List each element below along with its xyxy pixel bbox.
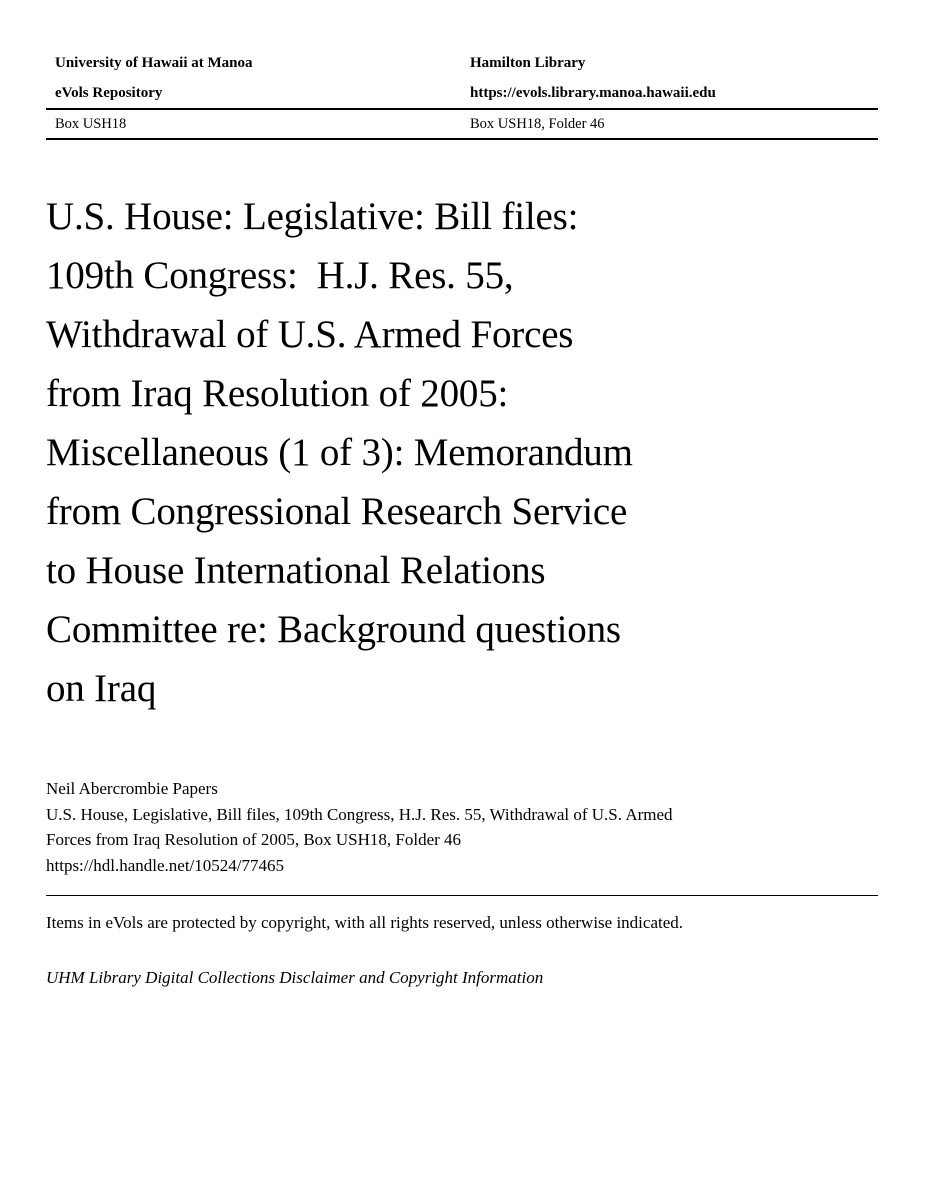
title-line: Committee re: Background questions	[46, 608, 621, 651]
title-line: to House International Relations	[46, 549, 546, 592]
title-line: Withdrawal of U.S. Armed Forces	[46, 313, 574, 356]
disclaimer-copyright-link[interactable]: UHM Library Digital Collections Disclaimer and Copyright Information	[46, 967, 544, 987]
footer-divider	[46, 895, 878, 896]
title-line: from Iraq Resolution of 2005:	[46, 372, 509, 415]
citation-line: Forces from Iraq Resolution of 2005, Box USH18, Folder 46	[46, 830, 462, 849]
copyright-notice: Items in eVols are protected by copyright, with all rights reserved, unless otherwise indicated.	[46, 913, 684, 932]
handle-url-link[interactable]: https://hdl.handle.net/10524/77465	[46, 855, 284, 875]
title-line: 109th Congress: H.J. Res. 55,	[46, 254, 514, 297]
header-library: Hamilton Library	[470, 55, 586, 71]
header-divider-bottom	[46, 138, 878, 140]
header-repository-url-link[interactable]: https://evols.library.manoa.hawaii.edu	[470, 85, 716, 101]
header-repository: eVols Repository	[55, 85, 163, 101]
box-label: Box USH18	[55, 116, 127, 132]
title-line: from Congressional Research Service	[46, 490, 628, 533]
header	[46, 48, 878, 108]
citation-line: U.S. House, Legislative, Bill files, 109th Congress, H.J. Res. 55, Withdrawal of U.S. Armed	[46, 804, 673, 824]
title-line: U.S. House: Legislative: Bill files:	[46, 195, 579, 238]
title-line: on Iraq	[46, 667, 157, 710]
box-folder-label: Box USH18, Folder 46	[470, 116, 605, 132]
document-cover-page	[46, 0, 878, 1200]
title-line: Miscellaneous (1 of 3): Memorandum	[46, 431, 633, 474]
header-institution: University of Hawaii at Manoa	[55, 55, 253, 71]
collection-name: Neil Abercrombie Papers	[46, 779, 218, 798]
citation-block	[46, 776, 878, 878]
document-title	[46, 187, 878, 718]
box-folder-row	[46, 110, 878, 138]
